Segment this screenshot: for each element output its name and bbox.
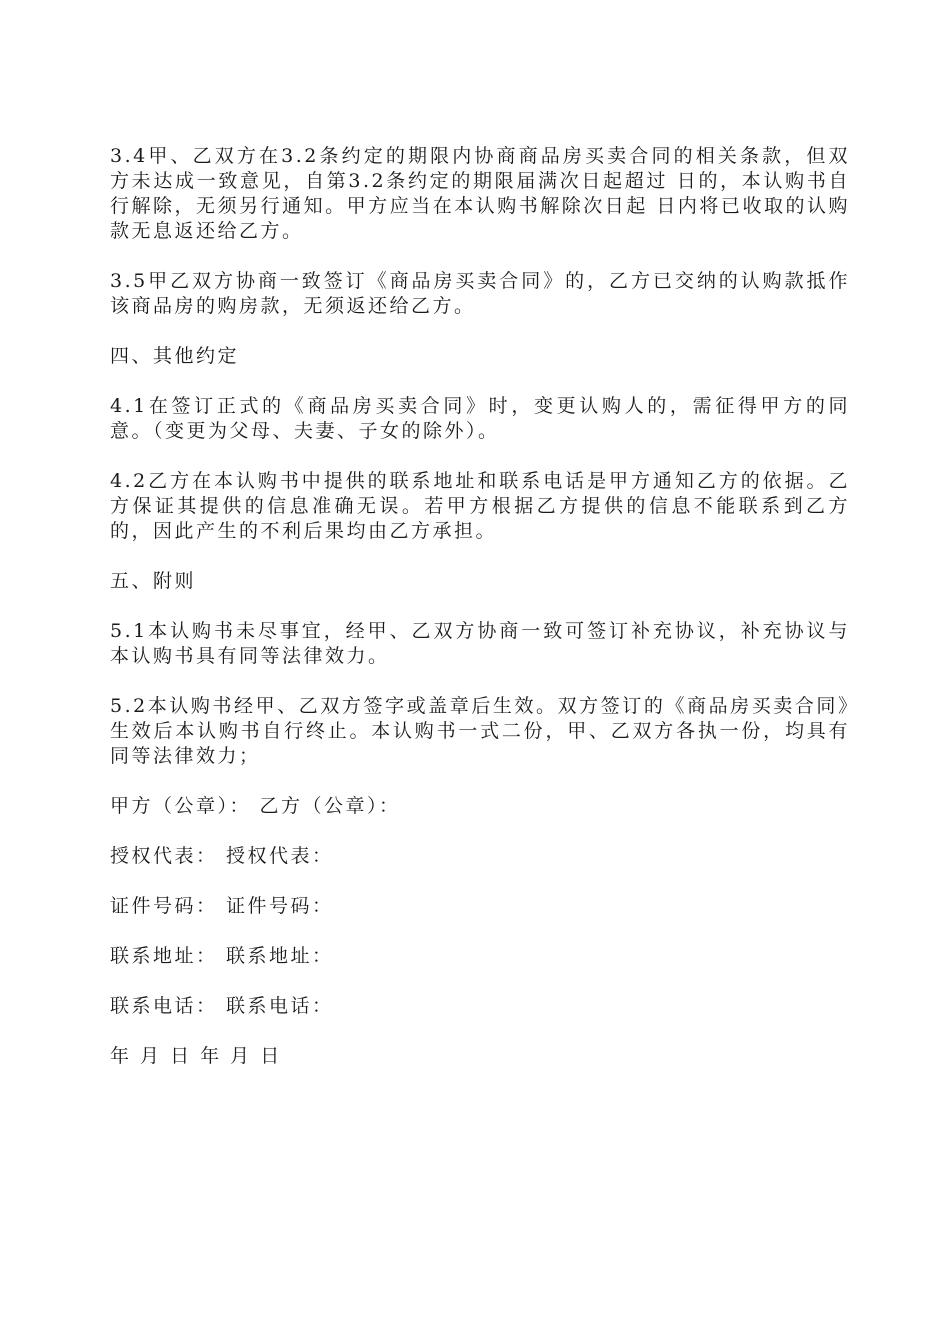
clause-4-2: 4.2乙方在本认购书中提供的联系地址和联系电话是甲方通知乙方的依据。乙方保证其提供的信息准确无误。若甲方根据乙方提供的信息不能联系到乙方的，因此产生的不利后果均由乙方承担。 [110,470,850,542]
section-4-heading: 四、其他约定 [110,345,240,367]
clause-5-2: 5.2本认购书经甲、乙双方签字或盖章后生效。双方签订的《商品房买卖合同》生效后本认购书自行终止。本认购书一式二份，甲、乙双方各执一份，均具有同等法律效力； [110,695,850,767]
clause-4-1: 4.1在签订正式的《商品房买卖合同》时，变更认购人的，需征得甲方的同意。（变更为父母、夫妻、子女的除外）。 [110,395,850,442]
signature-date-line: 年 月 日 年 月 日 [110,1045,282,1067]
signature-phone-line: 联系电话： 联系电话： [110,995,334,1017]
signature-id-line: 证件号码： 证件号码： [110,895,334,917]
clause-3-5: 3.5甲乙双方协商一致签订《商品房买卖合同》的，乙方已交纳的认购款抵作该商品房的购房款，无须返还给乙方。 [110,270,850,317]
clause-5-1: 5.1本认购书未尽事宜，经甲、乙双方协商一致可签订补充协议，补充协议与本认购书具有同等法律效力。 [110,620,850,667]
section-5-heading: 五、附则 [110,570,197,592]
signature-representative-line: 授权代表： 授权代表： [110,845,334,867]
signature-address-line: 联系地址： 联系地址： [110,945,334,967]
document-body [110,144,850,1094]
signature-party-line: 甲方（公章）： 乙方（公章）： [110,795,401,817]
clause-3-4: 3.4甲、乙双方在3.2条约定的期限内协商商品房买卖合同的相关条款，但双方未达成一致意见，自第3.2条约定的期限届满次日起超过 日的，本认购书自行解除，无须另行通知。甲方应当在本认购书解除次日起 日内将已收取的认购款无息返还给乙方。 [110,145,850,242]
